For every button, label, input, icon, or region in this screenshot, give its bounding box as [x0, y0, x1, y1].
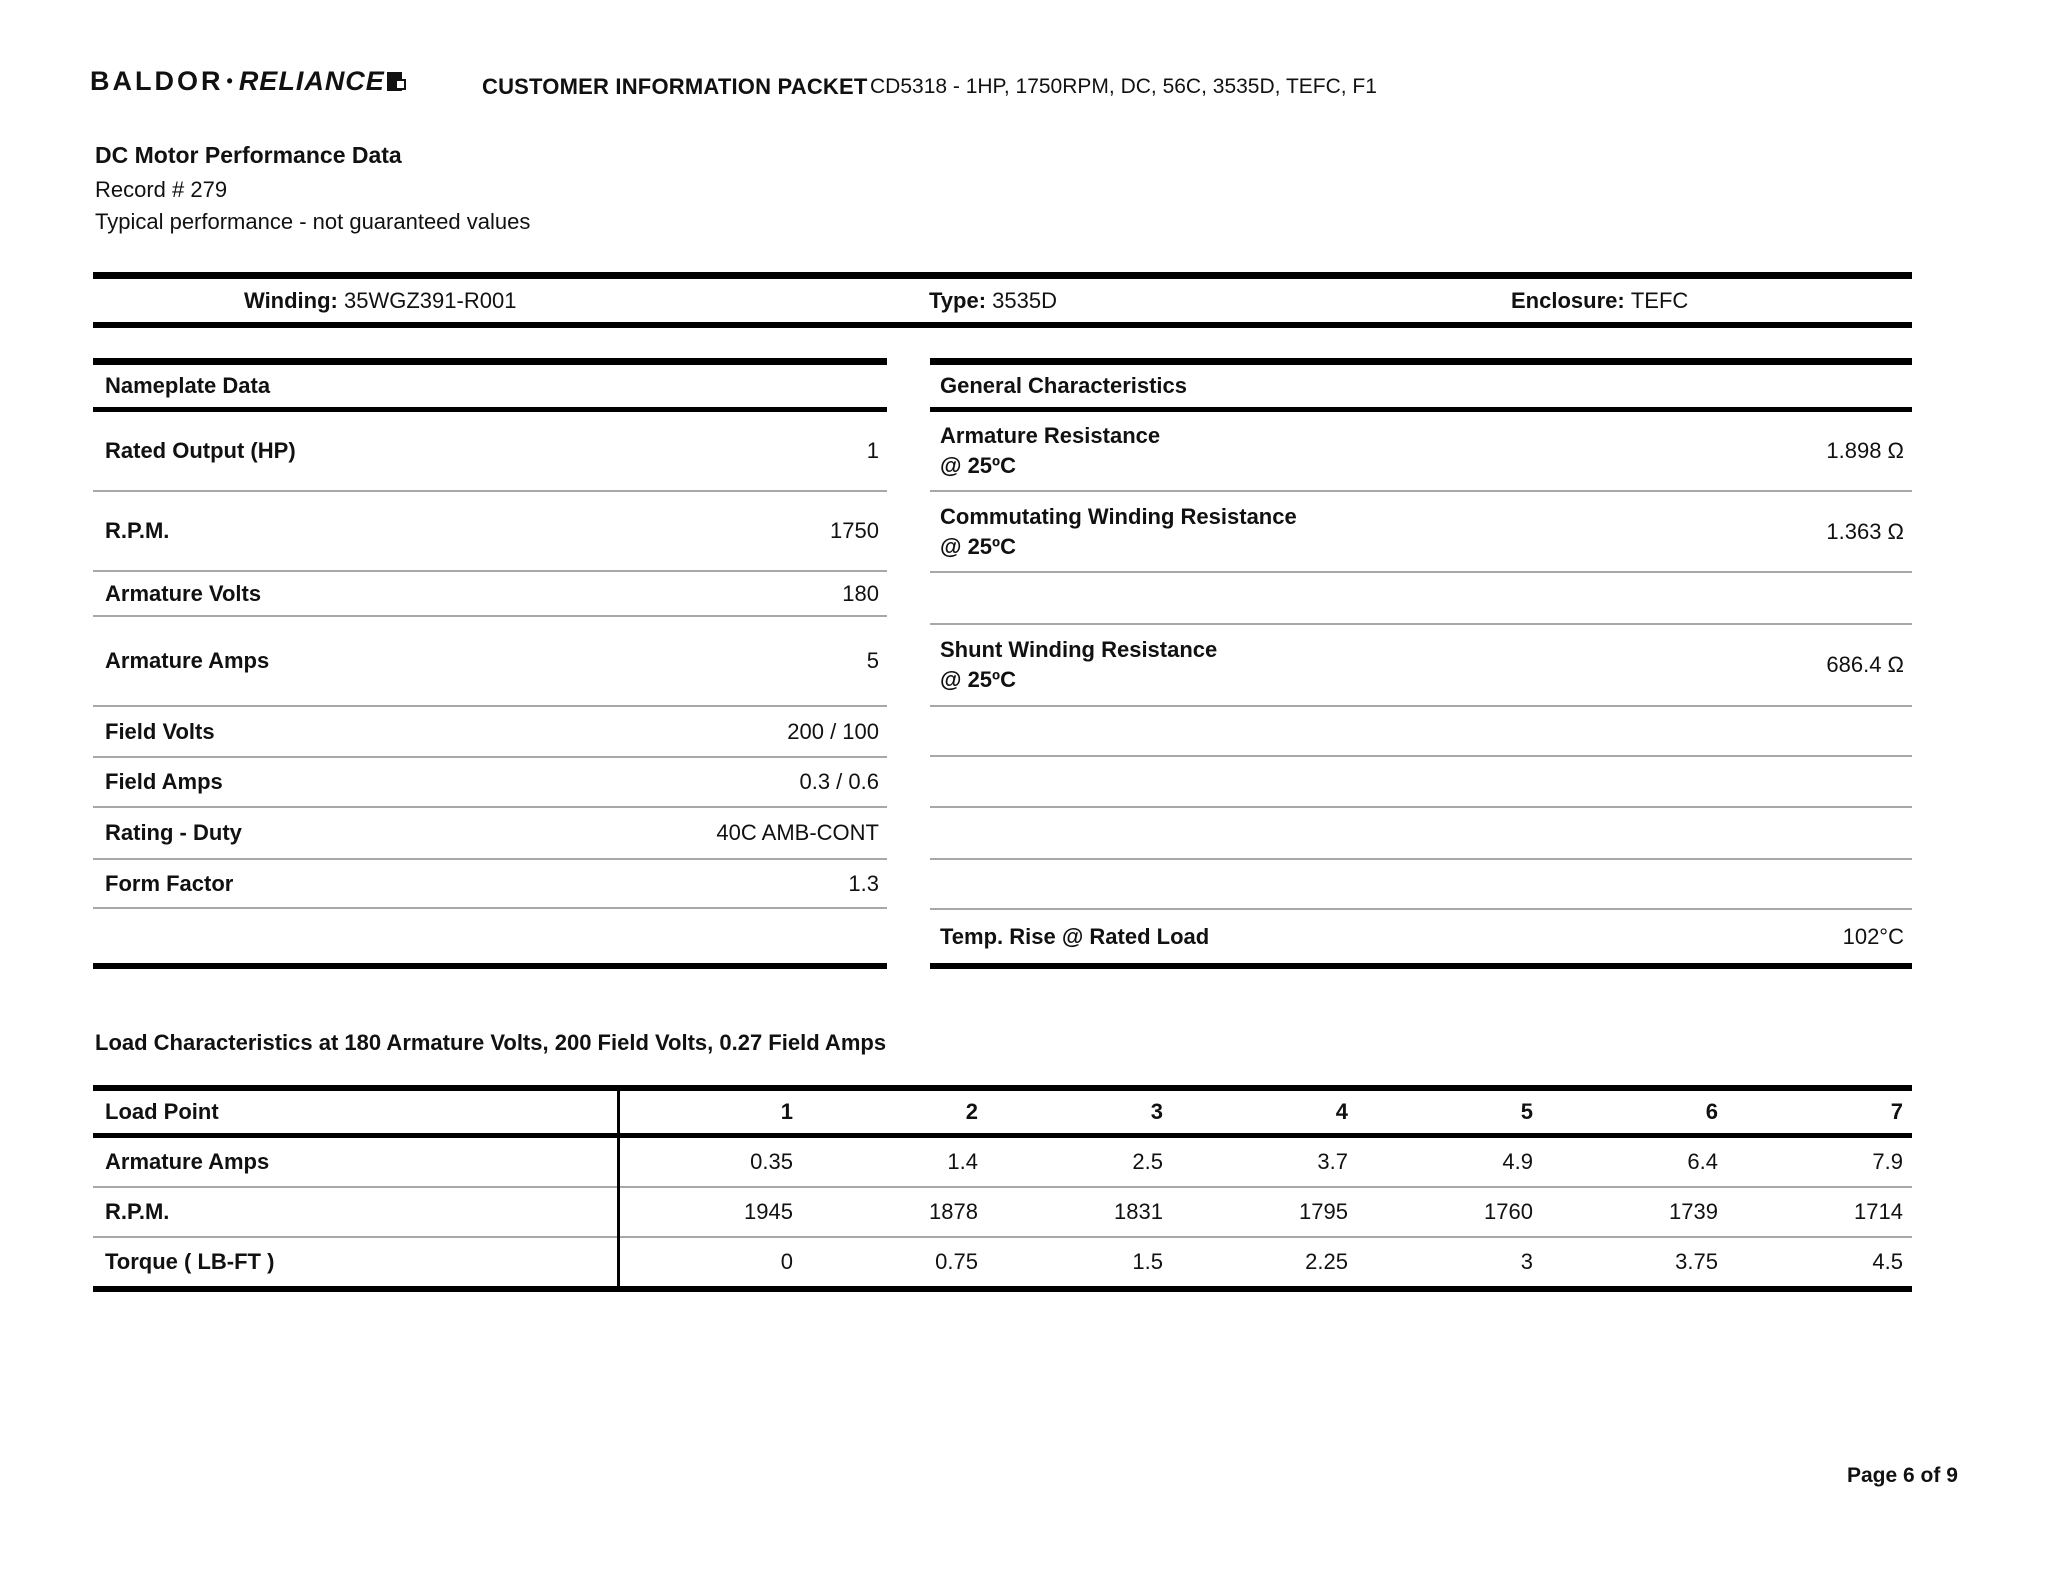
- cell: 1831: [1114, 1199, 1163, 1224]
- row-label: Form Factor: [105, 870, 234, 896]
- cell: 1795: [1299, 1199, 1348, 1224]
- row-value: 102°C: [1842, 923, 1904, 949]
- winding-label: Winding:: [244, 288, 338, 313]
- row-value: 180: [842, 580, 879, 606]
- baldor-reliance-logo: [90, 66, 402, 97]
- row-value: 1: [866, 438, 879, 463]
- cell: 3: [1520, 1249, 1533, 1274]
- winding-value: 35WGZ391-R001: [344, 288, 517, 313]
- type-value: 3535D: [992, 288, 1058, 313]
- cell: 1945: [744, 1199, 793, 1224]
- type-cell: [929, 279, 1057, 322]
- cell: 0.35: [750, 1149, 793, 1174]
- winding-cell: [244, 279, 516, 322]
- load-characteristics-heading: Load Characteristics at 180 Armature Volts, 200 Field Volts, 0.27 Field Amps: [95, 1030, 887, 1055]
- row-label: Torque ( LB-FT ): [105, 1249, 275, 1274]
- record-number: Record # 279: [95, 177, 228, 202]
- page-number: Page 6 of 9: [1847, 1464, 1958, 1487]
- cell: 6.4: [1687, 1149, 1718, 1174]
- row-label: Armature Volts: [105, 580, 262, 606]
- cell: 1714: [1854, 1199, 1903, 1224]
- cell: 3.75: [1675, 1249, 1718, 1274]
- row-label: Field Amps: [105, 769, 223, 794]
- load-col-header: 3: [1150, 1099, 1163, 1124]
- logo-dot: •: [226, 71, 233, 91]
- enclosure-cell: [1511, 279, 1688, 322]
- table-row: [93, 1188, 1912, 1238]
- cell: 0: [780, 1249, 793, 1274]
- table-row: [93, 412, 887, 492]
- general-header: General Characteristics: [930, 365, 1912, 412]
- table-row-empty: [930, 573, 1912, 625]
- row-value: 1.3: [848, 870, 879, 896]
- table-row-empty: [93, 909, 887, 963]
- row-label: R.P.M.: [105, 1199, 170, 1224]
- table-row: [93, 617, 887, 707]
- cell: 4.9: [1502, 1149, 1533, 1174]
- cell: 2.5: [1132, 1149, 1163, 1174]
- row-label: Commutating Winding Resistance @ 25ºC: [940, 503, 1297, 559]
- product-code: CD5318 - 1HP, 1750RPM, DC, 56C, 3535D, TEFC, F1: [870, 75, 1377, 98]
- winding-summary-table: [93, 272, 1912, 328]
- cell: 0.75: [935, 1249, 978, 1274]
- row-label: Armature Amps: [105, 648, 270, 673]
- table-row: [93, 758, 887, 808]
- cell: 4.5: [1872, 1249, 1903, 1274]
- load-col-header: 4: [1335, 1099, 1348, 1124]
- enclosure-label: Enclosure:: [1511, 288, 1625, 313]
- table-row-empty: [930, 757, 1912, 808]
- nameplate-header: Nameplate Data: [93, 365, 887, 412]
- table-vertical-divider: [617, 1091, 620, 1286]
- row-label: Rated Output (HP): [105, 438, 296, 463]
- row-value: 686.4 Ω: [1826, 652, 1904, 677]
- cell: 1739: [1669, 1199, 1718, 1224]
- row-value: 5: [866, 648, 879, 673]
- row-value: 1.898 Ω: [1826, 438, 1904, 463]
- table-row: [930, 492, 1912, 573]
- cell: 1.4: [947, 1149, 978, 1174]
- row-label: Shunt Winding Resistance @ 25ºC: [940, 637, 1218, 692]
- row-value: 1.363 Ω: [1826, 518, 1904, 544]
- reliance-mark-icon: [387, 72, 402, 91]
- row-label: Temp. Rise @ Rated Load: [940, 923, 1210, 949]
- packet-title: CUSTOMER INFORMATION PACKET: [482, 74, 868, 99]
- row-value: 200 / 100: [787, 718, 879, 744]
- row-label: Rating - Duty: [105, 820, 242, 845]
- enclosure-value: TEFC: [1630, 288, 1689, 313]
- row-label: R.P.M.: [105, 518, 170, 543]
- row-value: 40C AMB-CONT: [716, 820, 879, 845]
- cell: 1.5: [1132, 1249, 1163, 1274]
- row-value: 1750: [830, 518, 879, 543]
- cell: 1760: [1484, 1199, 1533, 1224]
- cell: 7.9: [1872, 1149, 1903, 1174]
- row-label: Field Volts: [105, 718, 215, 744]
- table-row: [93, 707, 887, 758]
- load-point-label: Load Point: [105, 1099, 219, 1124]
- table-row: [93, 1238, 1912, 1286]
- table-row-empty: [930, 808, 1912, 860]
- table-row: [93, 860, 887, 909]
- table-row-empty: [930, 707, 1912, 757]
- table-row: [93, 572, 887, 617]
- load-table-header-row: [93, 1091, 1912, 1138]
- cell: 1878: [929, 1199, 978, 1224]
- load-characteristics-table: [93, 1085, 1912, 1292]
- table-row: [930, 910, 1912, 963]
- table-row: [93, 492, 887, 572]
- load-col-header: 5: [1520, 1099, 1533, 1124]
- general-characteristics-table: [930, 358, 1912, 969]
- nameplate-table: [93, 358, 887, 969]
- load-col-header: 2: [965, 1099, 978, 1124]
- type-label: Type:: [929, 288, 987, 313]
- row-label: Armature Resistance @ 25ºC: [940, 423, 1161, 478]
- row-label: Armature Amps: [105, 1149, 270, 1174]
- table-row: [93, 1138, 1912, 1188]
- load-col-header: 7: [1890, 1099, 1903, 1124]
- row-value: 0.3 / 0.6: [799, 769, 879, 794]
- cell: 2.25: [1305, 1249, 1348, 1274]
- logo-reliance-text: RELIANCE: [238, 66, 385, 96]
- table-row: [930, 625, 1912, 707]
- table-row-empty: [930, 860, 1912, 910]
- performance-note: Typical performance - not guaranteed values: [95, 209, 531, 234]
- load-col-header: 1: [780, 1099, 793, 1124]
- cell: 3.7: [1317, 1149, 1348, 1174]
- table-row: [93, 808, 887, 860]
- table-row: [930, 412, 1912, 492]
- page-title: DC Motor Performance Data: [95, 142, 402, 168]
- logo-baldor-text: BALDOR: [90, 66, 224, 96]
- load-col-header: 6: [1705, 1099, 1718, 1124]
